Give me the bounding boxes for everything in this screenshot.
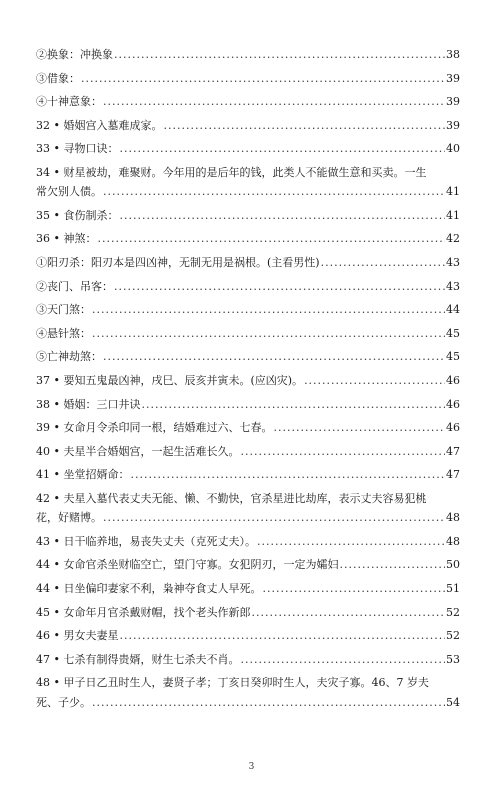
table-of-contents: [36, 45, 460, 716]
toc-page-number: 52: [446, 629, 460, 643]
dot-leader: [103, 182, 445, 201]
toc-entry-title: 44 • 日坐偏印妻家不利，枭神夺食丈人早死。: [36, 582, 262, 596]
toc-entry-title: 43 • 日干临养地，易丧失丈夫（克死丈夫）。: [36, 534, 256, 548]
dot-leader: [114, 45, 445, 64]
toc-entry-title: 37 • 要知五鬼最凶神，戌巳、辰亥并寅未。(应凶灾)。: [36, 374, 304, 388]
toc-entry[interactable]: [36, 579, 460, 598]
toc-page-number: 45: [446, 326, 460, 340]
toc-entry-title: ④十神意象：: [36, 95, 102, 109]
toc-entry-title: 36 • 神煞：: [36, 232, 97, 246]
toc-entry-title: 44 • 女命官杀坐财临空亡，望门守寡。女犯阴刃，一定为孀妇: [36, 558, 339, 572]
dot-leader: [119, 139, 445, 158]
toc-page-number: 47: [446, 468, 460, 482]
toc-page-number: 39: [446, 118, 460, 132]
dot-leader: [130, 465, 445, 484]
dot-leader: [321, 253, 445, 272]
dot-leader: [92, 693, 445, 712]
dot-leader: [141, 395, 445, 414]
toc-entry-title: ②丧门、吊客：: [36, 279, 113, 293]
toc-page-number: 39: [446, 95, 460, 109]
toc-entry[interactable]: [36, 300, 460, 319]
toc-entry-title: ②换象：冲换象: [36, 48, 113, 61]
toc-entry-title: 35 • 食伤制杀：: [36, 208, 119, 222]
toc-entry[interactable]: [36, 371, 460, 390]
dot-leader: [240, 650, 445, 669]
toc-entry[interactable]: [36, 253, 460, 272]
toc-entry[interactable]: [36, 92, 460, 111]
toc-entry[interactable]: [36, 206, 460, 225]
toc-entry[interactable]: [36, 673, 460, 712]
toc-entry[interactable]: [36, 116, 460, 135]
toc-page-number: 46: [446, 397, 460, 411]
toc-page-number: 41: [446, 208, 460, 222]
dot-leader: [163, 116, 445, 135]
dot-leader: [251, 603, 445, 622]
toc-page-number: 43: [446, 279, 460, 293]
toc-page-number: 54: [446, 695, 460, 709]
toc-page-number: 47: [446, 444, 460, 458]
dot-leader: [92, 300, 445, 319]
dot-leader: [262, 579, 445, 598]
toc-entry-title: 46 • 男女夫妻星: [36, 629, 119, 643]
toc-entry[interactable]: [36, 555, 460, 574]
toc-entry[interactable]: [36, 324, 460, 343]
dot-leader: [273, 418, 445, 437]
toc-entry[interactable]: [36, 465, 460, 484]
toc-page-number: 43: [446, 256, 460, 270]
toc-entry-title-continuation: 常欠别人债。: [36, 185, 102, 199]
dot-leader: [81, 69, 445, 88]
page-number: 3: [248, 762, 255, 772]
toc-entry-title: ③天门煞：: [36, 303, 91, 317]
toc-entry[interactable]: [36, 418, 460, 437]
dot-leader: [92, 324, 445, 343]
dot-leader: [240, 442, 445, 461]
toc-entry-title: 47 • 七杀有制得贵婿，财生七杀夫不肖。: [36, 652, 240, 666]
dot-leader: [103, 92, 445, 111]
dot-leader: [304, 371, 445, 390]
toc-page-number: 38: [446, 48, 460, 61]
toc-entry[interactable]: [36, 626, 460, 645]
dot-leader: [257, 532, 445, 551]
toc-entry-title: ⑤亡神劫煞：: [36, 350, 102, 364]
toc-page-number: 39: [446, 71, 460, 85]
dot-leader: [339, 555, 445, 574]
toc-entry[interactable]: [36, 532, 460, 551]
toc-page-number: 46: [446, 421, 460, 435]
dot-leader: [114, 277, 445, 296]
toc-entry[interactable]: [36, 603, 460, 622]
toc-entry-title: 45 • 女命年月官杀戴财帽，找个老头作新郎: [36, 605, 251, 619]
toc-entry-title: 39 • 女命月令杀印同一根，结婚难过六、七春。: [36, 421, 273, 435]
toc-entry[interactable]: [36, 45, 460, 64]
dot-leader: [103, 347, 445, 366]
toc-entry-title: ④悬针煞：: [36, 326, 91, 340]
toc-page-number: 52: [446, 605, 460, 619]
dot-leader: [119, 626, 445, 645]
toc-entry-title: 33 • 寻物口诀：: [36, 142, 119, 156]
toc-entry-title-continuation: 死、子少。: [36, 695, 91, 709]
toc-page-number: 50: [446, 558, 460, 572]
toc-entry-title: ①阳刃杀：阳刃本是四凶神，无制无用是祸根。(主看男性): [36, 256, 320, 270]
toc-entry[interactable]: [36, 163, 460, 202]
toc-entry-title: 41 • 坐堂招婿命：: [36, 468, 130, 482]
toc-entry[interactable]: [36, 442, 460, 461]
toc-entry[interactable]: [36, 229, 460, 248]
toc-page-number: 45: [446, 350, 460, 364]
toc-entry[interactable]: [36, 489, 460, 528]
dot-leader: [103, 508, 445, 527]
toc-page-number: 51: [446, 582, 460, 596]
dot-leader: [97, 229, 445, 248]
toc-entry-title-continuation: 花，好赌博。: [36, 511, 102, 525]
toc-page-number: 42: [446, 232, 460, 246]
toc-page-number: 48: [446, 511, 460, 525]
toc-page-number: 40: [446, 142, 460, 156]
toc-entry-title: 48 • 甲子日乙丑时生人，妻贤子孝；丁亥日癸卯时生人，夫灾子寡。46、7 岁夫: [36, 676, 429, 690]
toc-entry[interactable]: [36, 69, 460, 88]
toc-page-number: 53: [446, 652, 460, 666]
toc-page-number: 48: [446, 534, 460, 548]
toc-entry-title: 42 • 夫星入墓代表丈夫无能、懒、不勤快，官杀星进比劫库，表示丈夫容易犯桃: [36, 491, 427, 505]
toc-entry[interactable]: [36, 277, 460, 296]
toc-entry-title: 40 • 夫星半合婚姻宫，一起生活难长久。: [36, 444, 240, 458]
toc-entry[interactable]: [36, 139, 460, 158]
toc-page-number: 44: [446, 303, 460, 317]
toc-entry-title: 32 • 婚姻宫入墓难成家。: [36, 118, 163, 132]
toc-entry-title: 38 • 婚姻：三口井诀: [36, 397, 141, 411]
toc-entry[interactable]: [36, 650, 460, 669]
toc-entry-title: ③借象：: [36, 71, 80, 85]
toc-entry-title: 34 • 财星被劫，难聚财。今年用的是后年的钱，此类人不能做生意和买卖。一生: [36, 165, 427, 179]
toc-page-number: 46: [446, 374, 460, 388]
dot-leader: [119, 206, 445, 225]
toc-entry[interactable]: [36, 347, 460, 366]
toc-page-number: 41: [446, 185, 460, 199]
toc-entry[interactable]: [36, 395, 460, 414]
